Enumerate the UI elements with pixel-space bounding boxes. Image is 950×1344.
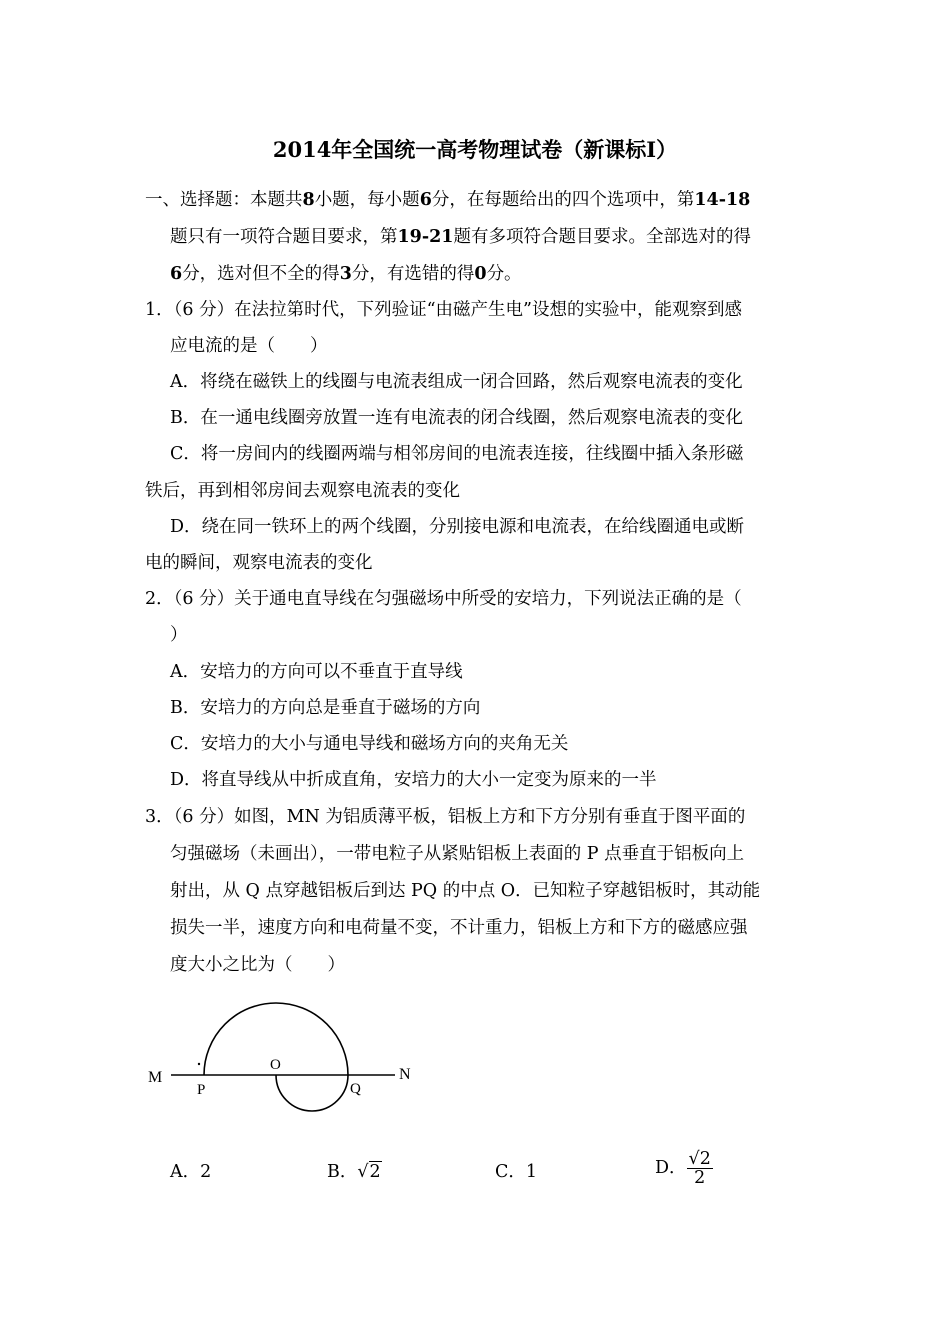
q3-option-b [327,1160,382,1184]
option-label: B． [327,1162,358,1182]
intro-text: 题有多项符合题目要求。全部选对的得 [453,227,751,247]
option-value: 2 [200,1162,212,1182]
q1-stem-line-2: 应电流的是（ ） [170,336,328,356]
radicand: 2 [699,1149,711,1169]
q3-stem-line-1: 3．（6 分）如图，MN 为铝质薄平板，铝板上方和下方分别有垂直于图平面的 [145,807,746,827]
particle-dot [198,1063,200,1065]
denominator: 2 [694,1168,706,1188]
q1-option-c-line-2: 铁后，再到相邻房间去观察电流表的变化 [145,481,460,501]
q1-option-d-line-1: D．绕在同一铁环上的两个线圈，分别接电源和电流表，在给线圈通电或断 [170,517,745,537]
q1-option-c-line-1: C．将一房间内的线圈两端与相邻房间的电流表连接，往线圈中插入条形磁 [170,444,744,464]
q1-stem-line-1: 1．（6 分）在法拉第时代，下列验证“由磁产生电”设想的实验中，能观察到感 [145,300,742,320]
q3-figure [145,992,425,1122]
q1-option-a: A．将绕在磁铁上的线圈与电流表组成一闭合回路，然后观察电流表的变化 [170,372,743,392]
fraction [687,1150,713,1187]
label-n: N [399,1066,411,1083]
q3-option-d [655,1150,713,1187]
q1-option-d-line-2: 电的瞬间，观察电流表的变化 [145,553,373,573]
intro-text: 分，有选错的得 [351,264,475,284]
option-value: 1 [525,1162,538,1182]
label-q: Q [350,1081,361,1097]
q3-stem-line-4: 损失一半，速度方向和电荷量不变，不计重力，铝板上方和下方的磁感应强 [170,918,748,938]
intro-bold: 14-18 [694,190,751,210]
option-label: A． [170,1162,201,1182]
intro-bold: 6 [419,190,432,210]
intro-bold: 8 [302,190,315,210]
label-o: O [270,1057,281,1073]
intro-text: 小题，每小题 [314,190,420,210]
intro-bold: 3 [339,264,352,284]
intro-text: 一、选择题：本题共 [145,190,303,210]
intro-text: 分。 [486,264,522,284]
intro-bold: 6 [170,264,183,284]
q3-stem-line-5: 度大小之比为（ ） [170,955,345,975]
q1-option-b: B．在一通电线圈旁放置一连有电流表的闭合线圈，然后观察电流表的变化 [170,408,743,428]
q2-option-b: B．安培力的方向总是垂直于磁场的方向 [170,698,481,718]
option-label: D． [655,1158,687,1178]
intro-text: 分，在每题给出的四个选项中，第 [431,190,695,210]
q2-option-a: A．安培力的方向可以不垂直于直导线 [170,662,463,682]
q3-stem-line-2: 匀强磁场（未画出），一带电粒子从紧贴铝板上表面的 P 点垂直于铝板向上 [170,844,745,864]
q2-stem-line-1: 2．（6 分）关于通电直导线在匀强磁场中所受的安培力，下列说法正确的是（ [145,589,742,609]
intro-bold: 19-21 [397,227,454,247]
section-intro-line-1 [145,188,750,212]
label-p: P [197,1082,206,1098]
label-m: M [148,1069,163,1086]
q2-option-c: C．安培力的大小与通电导线和磁场方向的夹角无关 [170,734,569,754]
q3-option-a [170,1160,211,1184]
intro-text: 题只有一项符合题目要求，第 [170,227,398,247]
sqrt-expression: √2 [357,1162,381,1182]
intro-bold: 0 [474,264,487,284]
section-intro-line-3 [170,262,522,286]
exam-title: 2014年全国统一高考物理试卷（新课标Ⅰ） [272,137,678,162]
q2-option-d: D．将直导线从中折成直角，安培力的大小一定变为原来的一半 [170,770,657,790]
section-intro-line-2 [170,225,751,249]
option-label: C． [495,1162,526,1182]
numerator: √2 [688,1149,711,1169]
q3-option-c [495,1160,537,1184]
intro-text: 分，选对但不全的得 [182,264,340,284]
q3-stem-line-3: 射出，从 Q 点穿越铝板后到达 PQ 的中点 O．已知粒子穿越铝板时，其动能 [170,881,761,901]
q2-stem-line-2: ） [170,625,188,645]
radicand: 2 [369,1162,381,1182]
lower-trajectory-arc [276,1075,348,1111]
